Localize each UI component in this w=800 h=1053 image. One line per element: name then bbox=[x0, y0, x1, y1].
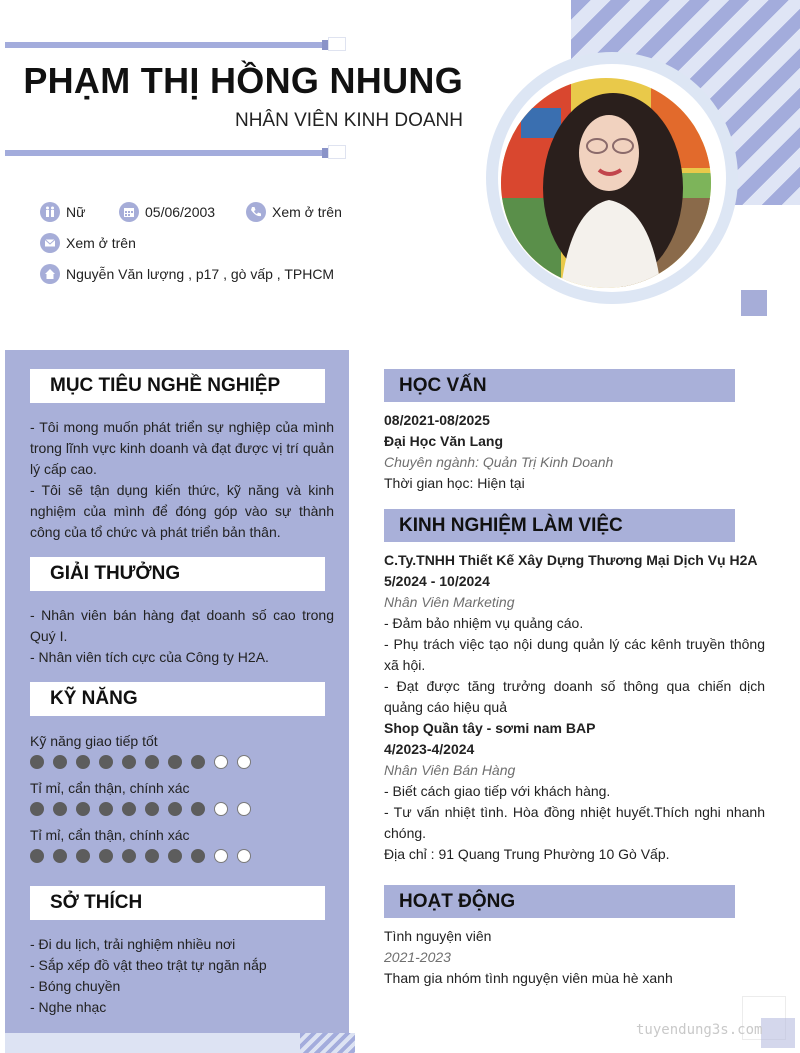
awards-text bbox=[30, 605, 334, 668]
envelope-icon bbox=[40, 233, 60, 253]
education-status: Thời gian học: Hiện tại bbox=[384, 475, 525, 491]
skill-rating bbox=[30, 755, 251, 769]
info-address bbox=[40, 264, 334, 284]
gender-value: Nữ bbox=[66, 204, 86, 220]
education-major: Chuyên ngành: Quản Trị Kinh Doanh bbox=[384, 454, 614, 470]
email-value: Xem ở trên bbox=[66, 235, 136, 251]
info-email bbox=[40, 233, 136, 253]
job-line: - Tư vấn nhiệt tình. Hòa đồng nhiệt huyết.Thích nghi nhanh chóng. bbox=[384, 804, 765, 841]
education-period: 08/2021-08/2025 bbox=[384, 412, 490, 428]
skill-dot-filled bbox=[168, 849, 182, 863]
skill-dot-filled bbox=[30, 849, 44, 863]
skill-dot-filled bbox=[122, 755, 136, 769]
activity-name: Tình nguyện viên bbox=[384, 928, 492, 944]
bottom-line-decoration bbox=[5, 150, 323, 156]
skill-dot-filled bbox=[145, 802, 159, 816]
skill-rating bbox=[30, 849, 251, 863]
skill-rating bbox=[30, 802, 251, 816]
job-line: - Biết cách giao tiếp với khách hàng. bbox=[384, 783, 611, 799]
top-line-cap bbox=[328, 37, 346, 51]
education-block bbox=[384, 410, 765, 494]
skills-heading: KỸ NĂNG bbox=[30, 682, 325, 716]
info-phone bbox=[246, 202, 342, 222]
skill-dot-empty bbox=[214, 802, 228, 816]
objective-heading: MỤC TIÊU NGHỀ NGHIỆP bbox=[30, 369, 325, 403]
hobby-line: - Nghe nhạc bbox=[30, 999, 107, 1015]
job-period: 4/2023-4/2024 bbox=[384, 741, 475, 757]
watermark-box-fill bbox=[761, 1018, 795, 1048]
hobby-line: - Đi du lịch, trải nghiệm nhiều nơi bbox=[30, 936, 236, 952]
education-school: Đại Học Văn Lang bbox=[384, 433, 504, 449]
job-period: 5/2024 - 10/2024 bbox=[384, 573, 490, 589]
skill-dot-empty bbox=[214, 849, 228, 863]
skill-label: Kỹ năng giao tiếp tốt bbox=[30, 733, 158, 749]
job-company: C.Ty.TNHH Thiết Kế Xây Dựng Thương Mại Dịch Vụ H2A bbox=[384, 552, 758, 568]
activities-heading: HOẠT ĐỘNG bbox=[384, 885, 735, 918]
objective-line: - Tôi mong muốn phát triển sự nghiệp của mình trong lĩnh vực kinh doanh và đạt được vị trí quản lý cấp cao. bbox=[30, 419, 334, 477]
home-icon bbox=[40, 264, 60, 284]
skill-dot-empty bbox=[237, 755, 251, 769]
activity-description: Tham gia nhóm tình nguyện viên mùa hè xanh bbox=[384, 970, 673, 986]
skill-dot-filled bbox=[191, 849, 205, 863]
skill-dot-filled bbox=[122, 802, 136, 816]
skill-dot-filled bbox=[30, 802, 44, 816]
skill-dot-empty bbox=[214, 755, 228, 769]
skill-dot-filled bbox=[145, 755, 159, 769]
skill-dot-filled bbox=[168, 802, 182, 816]
job-position: Nhân Viên Marketing bbox=[384, 594, 515, 610]
job-position: Nhân Viên Bán Hàng bbox=[384, 762, 516, 778]
skill-dot-filled bbox=[76, 849, 90, 863]
skill-dot-empty bbox=[237, 849, 251, 863]
skill-dot-filled bbox=[30, 755, 44, 769]
hobby-line: - Sắp xếp đồ vật theo trật tự ngăn nắp bbox=[30, 957, 267, 973]
skill-dot-filled bbox=[168, 755, 182, 769]
job-line: Địa chỉ : 91 Quang Trung Phường 10 Gò Vấp. bbox=[384, 846, 670, 862]
skill-dot-filled bbox=[122, 849, 136, 863]
objective-text bbox=[30, 417, 334, 543]
skill-label: Tỉ mỉ, cẩn thận, chính xác bbox=[30, 827, 190, 843]
job-line: - Đạt được tăng trưởng doanh số thông qua chiến dịch quảng cáo hiệu quả bbox=[384, 678, 765, 715]
watermark-text: tuyendung3s.com bbox=[636, 1022, 763, 1038]
skill-dot-filled bbox=[53, 755, 67, 769]
awards-heading: GIẢI THƯỞNG bbox=[30, 557, 325, 591]
activity-period: 2021-2023 bbox=[384, 949, 451, 965]
award-line: - Nhân viên bán hàng đạt doanh số cao trong Quý I. bbox=[30, 607, 334, 644]
skill-dot-empty bbox=[237, 802, 251, 816]
skill-dot-filled bbox=[191, 755, 205, 769]
skill-dot-filled bbox=[76, 755, 90, 769]
skill-dot-filled bbox=[99, 802, 113, 816]
job-line: - Phụ trách việc tạo nội dung quản lý các kênh truyền thông xã hội. bbox=[384, 636, 765, 673]
birthday-value: 05/06/2003 bbox=[145, 204, 216, 220]
hobbies-text bbox=[30, 934, 334, 1018]
skill-dot-filled bbox=[191, 802, 205, 816]
experience-block bbox=[384, 550, 765, 865]
left-footer-stripes bbox=[300, 1033, 355, 1053]
skill-dot-filled bbox=[53, 802, 67, 816]
skill-label: Tỉ mỉ, cẩn thận, chính xác bbox=[30, 780, 190, 796]
top-line-decoration bbox=[5, 42, 323, 48]
gender-icon bbox=[40, 202, 60, 222]
profile-photo bbox=[501, 78, 711, 288]
activities-block bbox=[384, 926, 765, 989]
square-decoration bbox=[741, 290, 767, 316]
skill-dot-filled bbox=[99, 849, 113, 863]
info-gender bbox=[40, 202, 85, 222]
education-heading: HỌC VẤN bbox=[384, 369, 735, 402]
job-company: Shop Quần tây - sơmi nam BAP bbox=[384, 720, 596, 736]
address-value: Nguyễn Văn lượng , p17 , gò vấp , TPHCM bbox=[66, 266, 335, 282]
experience-heading: KINH NGHIỆM LÀM VIỆC bbox=[384, 509, 735, 542]
objective-line: - Tôi sẽ tận dụng kiến thức, kỹ năng và kinh nghiệm của mình để đóng góp vào sự thành công của tổ chức và phát triển bản thân. bbox=[30, 482, 334, 540]
skill-dot-filled bbox=[145, 849, 159, 863]
job-line: - Đảm bảo nhiệm vụ quảng cáo. bbox=[384, 615, 584, 631]
skill-dot-filled bbox=[53, 849, 67, 863]
phone-icon bbox=[246, 202, 266, 222]
award-line: - Nhân viên tích cực của Công ty H2A. bbox=[30, 649, 269, 665]
bottom-line-cap bbox=[328, 145, 346, 159]
calendar-icon bbox=[119, 202, 139, 222]
candidate-name: PHẠM THỊ HỒNG NHUNG bbox=[23, 60, 463, 101]
skill-dot-filled bbox=[99, 755, 113, 769]
hobbies-heading: SỞ THÍCH bbox=[30, 886, 325, 920]
hobby-line: - Bóng chuyền bbox=[30, 978, 121, 994]
skill-dot-filled bbox=[76, 802, 90, 816]
candidate-job-title: NHÂN VIÊN KINH DOANH bbox=[234, 110, 463, 131]
info-birthday bbox=[119, 202, 215, 222]
phone-value: Xem ở trên bbox=[272, 204, 342, 220]
